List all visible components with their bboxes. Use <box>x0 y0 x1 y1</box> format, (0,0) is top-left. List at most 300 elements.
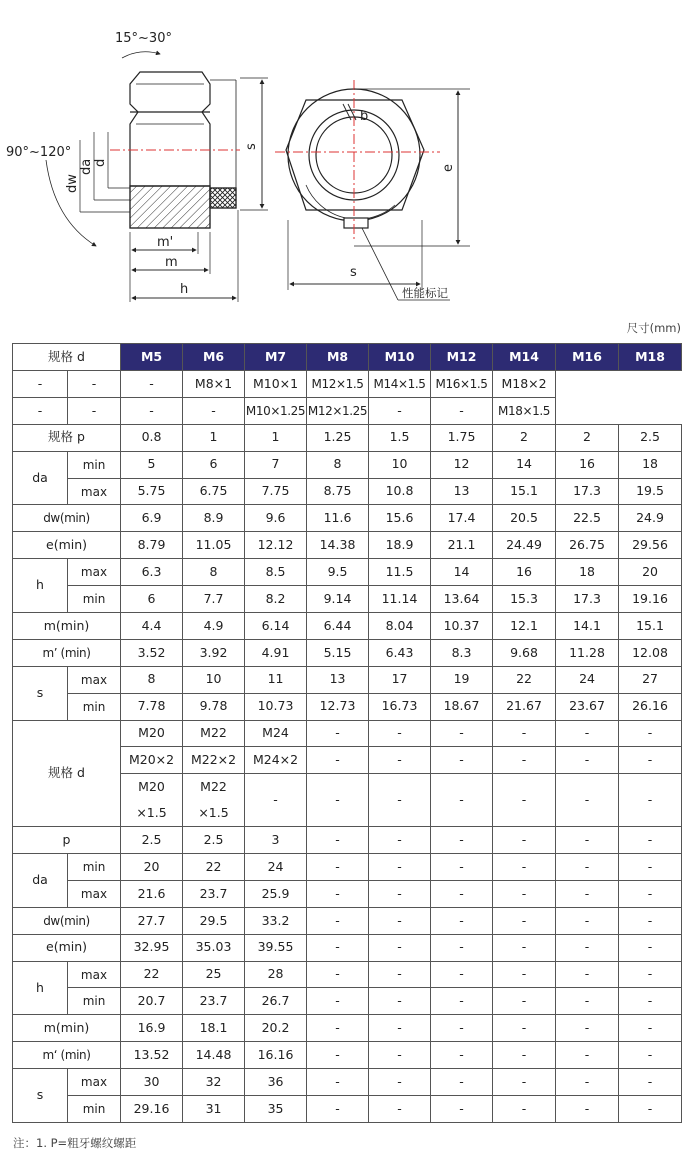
value-cell: 6.43 <box>369 639 431 666</box>
value-cell: - <box>619 934 682 961</box>
value-cell: - <box>556 1042 619 1069</box>
s-bottom-label: s <box>350 265 357 280</box>
value-cell: 35.03 <box>183 934 245 961</box>
value-cell: 11.5 <box>369 559 431 586</box>
value-cell: 1 <box>245 424 307 451</box>
value-cell: 5.75 <box>121 478 183 505</box>
value-cell: 24 <box>245 854 307 881</box>
value-cell: 18 <box>556 559 619 586</box>
value-cell: 1.5 <box>369 424 431 451</box>
value-cell: 21.67 <box>493 693 556 720</box>
value-cell: - <box>431 1069 493 1096</box>
value-cell: 13 <box>307 666 369 693</box>
value-cell: 14.38 <box>307 532 369 559</box>
value-cell: - <box>13 397 68 424</box>
value-cell: 3.52 <box>121 639 183 666</box>
s-max <box>13 666 682 693</box>
value-cell: - <box>556 1096 619 1123</box>
value-cell: - <box>619 988 682 1015</box>
value-cell: - <box>307 827 369 854</box>
value-cell: - <box>619 961 682 988</box>
value-cell: M24×2 <box>245 747 307 774</box>
h-max <box>13 559 682 586</box>
value-cell: M22×2 <box>183 747 245 774</box>
value-cell: 3.92 <box>183 639 245 666</box>
value-cell: 29.16 <box>121 1096 183 1123</box>
value-cell: 14 <box>431 559 493 586</box>
value-cell: 3 <box>245 827 307 854</box>
s-max-label: max <box>68 666 121 693</box>
value-cell: - <box>245 774 307 827</box>
dw2-row <box>13 907 682 934</box>
da-label: da <box>79 158 94 175</box>
value-cell: 17.3 <box>556 478 619 505</box>
value-cell: 10 <box>369 451 431 478</box>
value-cell: - <box>556 1069 619 1096</box>
value-cell: 0.8 <box>121 424 183 451</box>
header-cell: M12 <box>431 344 493 371</box>
value-cell: - <box>556 827 619 854</box>
h-label: h <box>180 282 189 297</box>
value-cell: M12×1.25 <box>307 397 369 424</box>
h-max <box>13 961 682 988</box>
value-cell: - <box>431 988 493 1015</box>
value-cell: 11.05 <box>183 532 245 559</box>
e2-row-label: e(min) <box>13 934 121 961</box>
value-cell: - <box>619 827 682 854</box>
da-label: da <box>13 451 68 505</box>
s-min-label: min <box>68 1096 121 1123</box>
h-max-label: max <box>68 559 121 586</box>
e-label: e <box>441 164 456 172</box>
m2-row <box>13 1015 682 1042</box>
value-cell: 12.12 <box>245 532 307 559</box>
value-cell: 31 <box>183 1096 245 1123</box>
value-cell: - <box>619 1042 682 1069</box>
h-min <box>13 586 682 613</box>
value-cell: 29.5 <box>183 907 245 934</box>
value-cell: M22 <box>183 720 245 747</box>
footnote: 注：1. P=粗牙螺纹螺距 <box>13 1136 137 1150</box>
value-cell: 18.9 <box>369 532 431 559</box>
value-cell: - <box>431 827 493 854</box>
header-cell: M5 <box>121 344 183 371</box>
value-cell: 16 <box>493 559 556 586</box>
da-max-label: max <box>68 478 121 505</box>
m-label: m <box>165 255 178 270</box>
m2-row-label: m(min) <box>13 1015 121 1042</box>
value-cell: 13.64 <box>431 586 493 613</box>
value-cell: - <box>493 1015 556 1042</box>
value-cell: - <box>369 907 431 934</box>
value-cell: 10.37 <box>431 613 493 640</box>
value-cell: 24 <box>556 666 619 693</box>
m-row <box>13 613 682 640</box>
value-cell: - <box>619 907 682 934</box>
value-cell: - <box>431 747 493 774</box>
value-cell: - <box>493 907 556 934</box>
spec-table <box>12 343 682 1123</box>
value-cell: - <box>307 1042 369 1069</box>
value-cell: ×1.5 <box>183 800 245 826</box>
value-cell: 10.73 <box>245 693 307 720</box>
value-cell: - <box>431 774 493 827</box>
value-cell: 39.55 <box>245 934 307 961</box>
value-cell: - <box>556 1015 619 1042</box>
value-cell: M20 <box>121 720 183 747</box>
value-cell: - <box>619 1015 682 1042</box>
m-prime-label: m' <box>157 235 174 250</box>
value-cell: - <box>307 907 369 934</box>
value-cell: 9.5 <box>307 559 369 586</box>
value-cell: - <box>369 747 431 774</box>
value-cell: - <box>369 1015 431 1042</box>
value-cell: 22 <box>493 666 556 693</box>
s-max-label: max <box>68 1069 121 1096</box>
value-cell: 9.14 <box>307 586 369 613</box>
mp-row <box>13 639 682 666</box>
value-cell: 20.7 <box>121 988 183 1015</box>
value-cell: - <box>431 934 493 961</box>
s-side-label: s <box>244 143 259 150</box>
da-label: da <box>13 854 68 908</box>
m-row-label: m(min) <box>13 613 121 640</box>
value-cell: 32.95 <box>121 934 183 961</box>
value-cell: 1.75 <box>431 424 493 451</box>
s-max <box>13 1069 682 1096</box>
value-cell: 36 <box>245 1069 307 1096</box>
value-cell: 15.6 <box>369 505 431 532</box>
value-cell: 12.1 <box>493 613 556 640</box>
spec2-row-1 <box>13 720 682 747</box>
value-cell: - <box>619 774 682 827</box>
value-cell: - <box>431 854 493 881</box>
da-min-label: min <box>68 451 121 478</box>
value-cell: - <box>556 854 619 881</box>
da-max <box>13 478 682 505</box>
value-cell: 8.79 <box>121 532 183 559</box>
value-cell: - <box>307 1096 369 1123</box>
value-cell: M22 <box>183 774 245 800</box>
value-cell: 1 <box>183 424 245 451</box>
value-cell: - <box>307 774 369 827</box>
value-cell: 11.6 <box>307 505 369 532</box>
h-min <box>13 988 682 1015</box>
s-min-label: min <box>68 693 121 720</box>
value-cell: - <box>619 1096 682 1123</box>
value-cell: 21.1 <box>431 532 493 559</box>
nut-technical-drawing <box>0 0 694 315</box>
mp-row-label: m’ (min) <box>13 639 121 666</box>
value-cell: 16.9 <box>121 1015 183 1042</box>
value-cell: - <box>369 961 431 988</box>
value-cell: 10 <box>183 666 245 693</box>
value-cell: 23.7 <box>183 880 245 907</box>
value-cell: - <box>556 934 619 961</box>
value-cell: - <box>183 397 245 424</box>
value-cell: M16×1.5 <box>431 371 493 398</box>
e-row <box>13 532 682 559</box>
header-cell: M7 <box>245 344 307 371</box>
mp2-row <box>13 1042 682 1069</box>
value-cell: 20 <box>121 854 183 881</box>
angle-top-label: 15°~30° <box>115 31 172 46</box>
value-cell: 27 <box>619 666 682 693</box>
value-cell: - <box>307 1015 369 1042</box>
value-cell: 26.75 <box>556 532 619 559</box>
value-cell: 8.9 <box>183 505 245 532</box>
s-label: s <box>13 666 68 720</box>
value-cell: - <box>121 371 183 398</box>
unit-label: 尺寸(mm) <box>626 321 681 335</box>
spec-row-2 <box>13 397 682 424</box>
value-cell: 20 <box>619 559 682 586</box>
value-cell: 25 <box>183 961 245 988</box>
value-cell: - <box>493 934 556 961</box>
value-cell: M18×1.5 <box>493 397 556 424</box>
marking-label: 性能标记 <box>402 286 448 300</box>
value-cell: 15.3 <box>493 586 556 613</box>
value-cell: - <box>369 1042 431 1069</box>
header-cell: M10 <box>369 344 431 371</box>
value-cell: 2.5 <box>183 827 245 854</box>
value-cell: - <box>619 854 682 881</box>
value-cell: 14 <box>493 451 556 478</box>
value-cell: - <box>307 854 369 881</box>
value-cell: 4.4 <box>121 613 183 640</box>
value-cell: 17.3 <box>556 586 619 613</box>
value-cell: - <box>68 397 121 424</box>
value-cell: 23.7 <box>183 988 245 1015</box>
h-label: h <box>13 559 68 613</box>
value-cell: 9.78 <box>183 693 245 720</box>
s-min <box>13 693 682 720</box>
value-cell: 2.5 <box>121 827 183 854</box>
value-cell: - <box>307 1069 369 1096</box>
value-cell: 6 <box>183 451 245 478</box>
value-cell: - <box>431 1096 493 1123</box>
value-cell: 2 <box>556 424 619 451</box>
value-cell: - <box>307 961 369 988</box>
value-cell: 9.6 <box>245 505 307 532</box>
value-cell: 21.6 <box>121 880 183 907</box>
value-cell: 2.5 <box>619 424 682 451</box>
value-cell: 6.14 <box>245 613 307 640</box>
da-min <box>13 451 682 478</box>
value-cell: - <box>121 397 183 424</box>
header-cell: M8 <box>307 344 369 371</box>
value-cell: - <box>369 880 431 907</box>
value-cell: 7.78 <box>121 693 183 720</box>
value-cell: - <box>307 934 369 961</box>
value-cell: 11.28 <box>556 639 619 666</box>
value-cell: - <box>431 1015 493 1042</box>
value-cell: 2 <box>493 424 556 451</box>
value-cell: - <box>556 907 619 934</box>
h-min-label: min <box>68 586 121 613</box>
value-cell: - <box>493 1069 556 1096</box>
value-cell: 8.75 <box>307 478 369 505</box>
value-cell: - <box>431 1042 493 1069</box>
value-cell: 8 <box>121 666 183 693</box>
value-cell: M14×1.5 <box>369 371 431 398</box>
value-cell: 11 <box>245 666 307 693</box>
value-cell: M20×2 <box>121 747 183 774</box>
da-max <box>13 880 682 907</box>
s-label: s <box>13 1069 68 1123</box>
value-cell: 18.1 <box>183 1015 245 1042</box>
value-cell: 15.1 <box>619 613 682 640</box>
b-label: b <box>360 109 369 124</box>
da-min-label: min <box>68 854 121 881</box>
value-cell: 13 <box>431 478 493 505</box>
value-cell: 5.15 <box>307 639 369 666</box>
value-cell: - <box>369 934 431 961</box>
value-cell: 6.9 <box>121 505 183 532</box>
value-cell: - <box>431 907 493 934</box>
value-cell: 6.75 <box>183 478 245 505</box>
value-cell: 22 <box>183 854 245 881</box>
value-cell: 11.14 <box>369 586 431 613</box>
value-cell: 24.9 <box>619 505 682 532</box>
value-cell: 6 <box>121 586 183 613</box>
value-cell: - <box>307 747 369 774</box>
value-cell: ×1.5 <box>121 800 183 826</box>
d-label: d <box>93 158 108 167</box>
value-cell: 19 <box>431 666 493 693</box>
header-row <box>13 344 682 371</box>
header-cell: M14 <box>493 344 556 371</box>
value-cell: - <box>493 961 556 988</box>
value-cell: 12 <box>431 451 493 478</box>
value-cell: 7.75 <box>245 478 307 505</box>
value-cell: - <box>493 720 556 747</box>
p-row-label: 规格 p <box>13 424 121 451</box>
value-cell: 35 <box>245 1096 307 1123</box>
spec-d-label: 规格 d <box>13 344 121 371</box>
value-cell: 8.2 <box>245 586 307 613</box>
value-cell: 12.73 <box>307 693 369 720</box>
value-cell: - <box>556 961 619 988</box>
value-cell: - <box>619 880 682 907</box>
value-cell: - <box>493 1042 556 1069</box>
value-cell: - <box>431 397 493 424</box>
da-min <box>13 854 682 881</box>
e2-row <box>13 934 682 961</box>
h-max-label: max <box>68 961 121 988</box>
value-cell: - <box>307 880 369 907</box>
value-cell: 17.4 <box>431 505 493 532</box>
value-cell: 15.1 <box>493 478 556 505</box>
dw-row <box>13 505 682 532</box>
value-cell: - <box>431 720 493 747</box>
spec-d-label-2: 规格 d <box>13 720 121 827</box>
value-cell: 8.5 <box>245 559 307 586</box>
value-cell: M12×1.5 <box>307 371 369 398</box>
value-cell: - <box>369 988 431 1015</box>
value-cell: 8 <box>183 559 245 586</box>
header-cell: M16 <box>556 344 619 371</box>
p-row <box>13 424 682 451</box>
value-cell: M10×1 <box>245 371 307 398</box>
header-cell: M6 <box>183 344 245 371</box>
value-cell: 20.5 <box>493 505 556 532</box>
value-cell: - <box>369 397 431 424</box>
value-cell: M24 <box>245 720 307 747</box>
value-cell: 8.3 <box>431 639 493 666</box>
value-cell: 16.73 <box>369 693 431 720</box>
s-min <box>13 1096 682 1123</box>
dw2-row-label: dw(min) <box>13 907 121 934</box>
e-row-label: e(min) <box>13 532 121 559</box>
value-cell: 26.7 <box>245 988 307 1015</box>
value-cell: - <box>493 880 556 907</box>
value-cell: 6.3 <box>121 559 183 586</box>
value-cell: - <box>493 988 556 1015</box>
value-cell: 14.48 <box>183 1042 245 1069</box>
h-label: h <box>13 961 68 1015</box>
value-cell: M20 <box>121 774 183 800</box>
value-cell: - <box>619 747 682 774</box>
p2-row <box>13 827 682 854</box>
value-cell: 22.5 <box>556 505 619 532</box>
value-cell: - <box>13 371 68 398</box>
value-cell: M10×1.25 <box>245 397 307 424</box>
angle-left-label: 90°~120° <box>6 145 72 160</box>
value-cell: - <box>369 1096 431 1123</box>
value-cell: - <box>556 720 619 747</box>
value-cell: - <box>556 774 619 827</box>
dw-row-label: dw(min) <box>13 505 121 532</box>
value-cell: 7.7 <box>183 586 245 613</box>
value-cell: 5 <box>121 451 183 478</box>
value-cell: 4.91 <box>245 639 307 666</box>
value-cell: - <box>619 1069 682 1096</box>
value-cell: 30 <box>121 1069 183 1096</box>
value-cell: - <box>431 880 493 907</box>
value-cell: 4.9 <box>183 613 245 640</box>
value-cell: - <box>556 880 619 907</box>
value-cell: 16.16 <box>245 1042 307 1069</box>
value-cell: 8 <box>307 451 369 478</box>
spec-row-1 <box>13 371 682 398</box>
header-cell: M18 <box>619 344 682 371</box>
value-cell: - <box>493 1096 556 1123</box>
value-cell: 22 <box>121 961 183 988</box>
value-cell: 18.67 <box>431 693 493 720</box>
value-cell: 28 <box>245 961 307 988</box>
value-cell: - <box>68 371 121 398</box>
value-cell: - <box>431 961 493 988</box>
value-cell: 19.16 <box>619 586 682 613</box>
value-cell: M18×2 <box>493 371 556 398</box>
value-cell: 19.5 <box>619 478 682 505</box>
value-cell: 8.04 <box>369 613 431 640</box>
value-cell: 27.7 <box>121 907 183 934</box>
value-cell: 12.08 <box>619 639 682 666</box>
value-cell: - <box>369 774 431 827</box>
value-cell: - <box>493 774 556 827</box>
p2-row-label: p <box>13 827 121 854</box>
value-cell: - <box>307 720 369 747</box>
value-cell: 23.67 <box>556 693 619 720</box>
value-cell: - <box>493 827 556 854</box>
value-cell: 13.52 <box>121 1042 183 1069</box>
value-cell: 20.2 <box>245 1015 307 1042</box>
value-cell: - <box>369 720 431 747</box>
value-cell: 6.44 <box>307 613 369 640</box>
value-cell: 7 <box>245 451 307 478</box>
